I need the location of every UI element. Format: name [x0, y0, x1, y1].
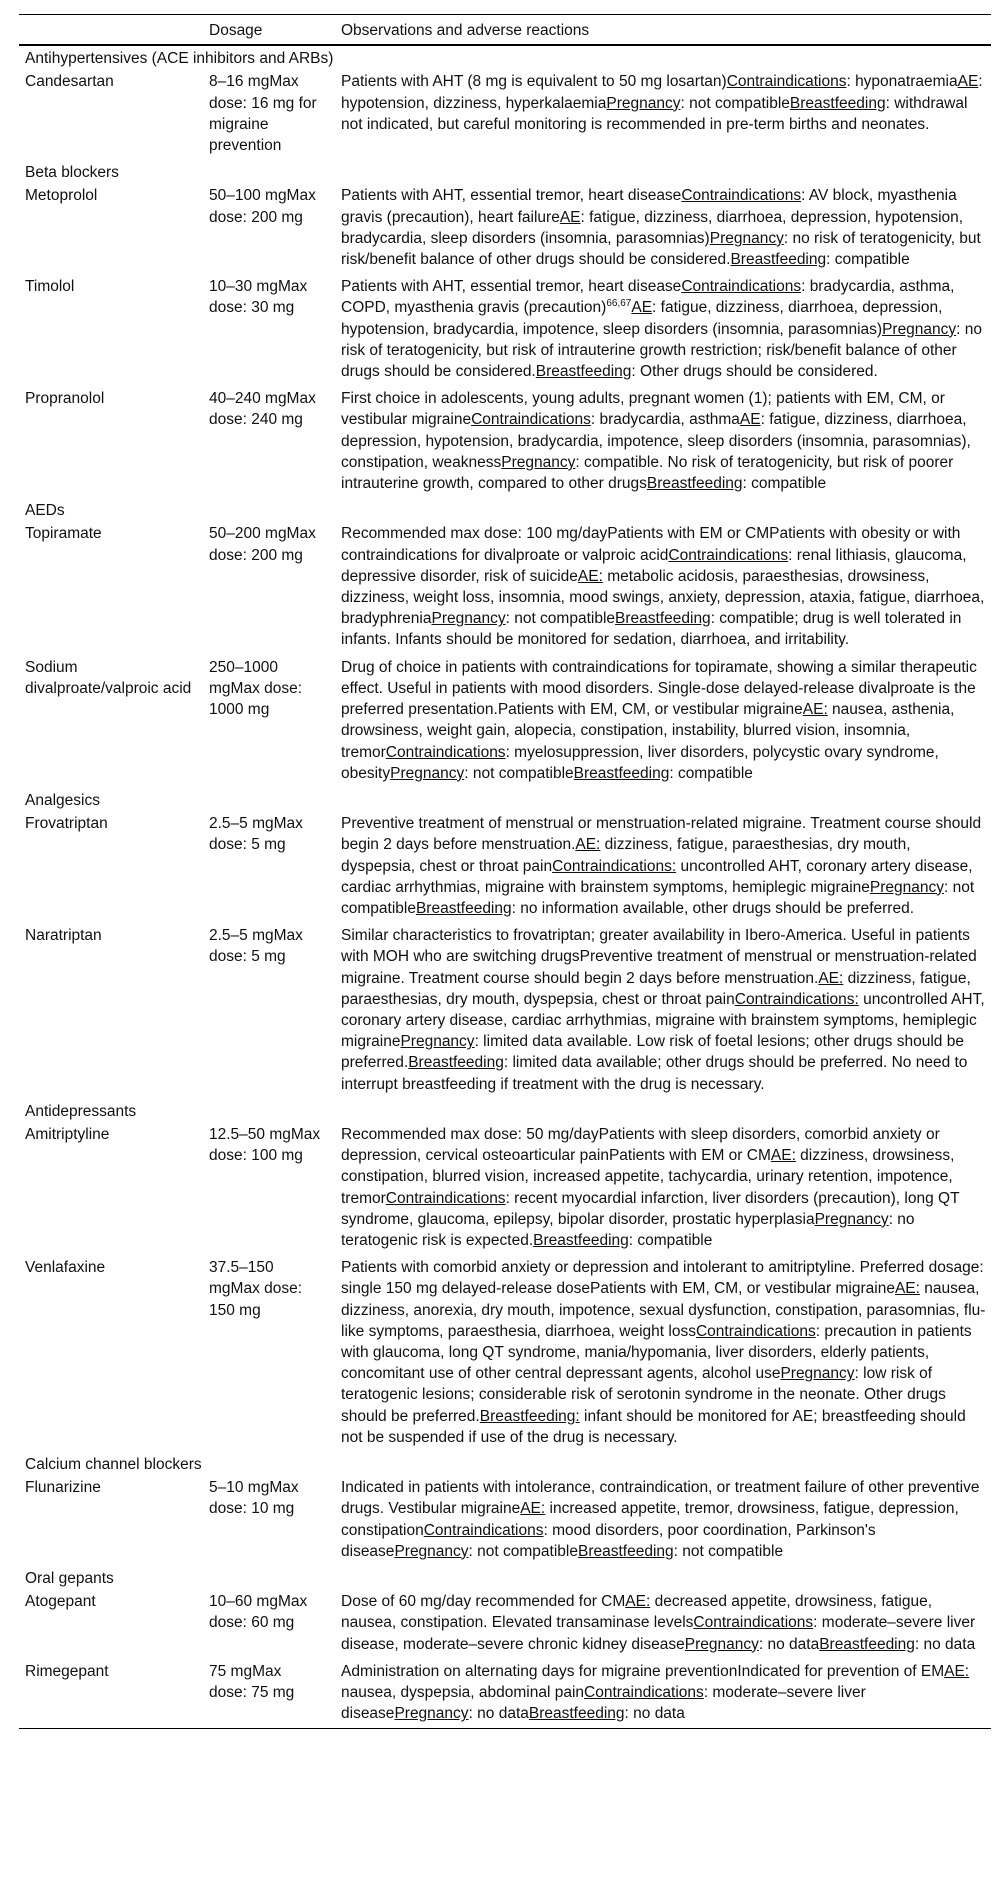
observation-label: Pregnancy: [882, 320, 957, 338]
observation-text: : moderate–severe liver disease, moderate–severe chronic kidney disease: [341, 1614, 976, 1653]
drug-row: [19, 811, 991, 923]
drug-observations: [335, 274, 991, 386]
drug-name: Flunarizine: [25, 1479, 101, 1497]
observation-label: Pregnancy: [394, 1542, 469, 1560]
drug-group: [19, 1452, 991, 1566]
header-drug: [19, 15, 203, 46]
drug-name: Atogepant: [25, 1593, 96, 1611]
observation-text: : no data: [624, 1705, 685, 1723]
observation-label: Pregnancy: [501, 453, 576, 471]
drug-observations: [335, 183, 991, 274]
observation-text: : compatible: [826, 251, 910, 269]
observation-label: Contraindications:: [552, 857, 677, 875]
observation-label: Contraindications: [423, 1521, 544, 1539]
observation-text: : hyponatraemia: [846, 73, 958, 91]
observation-text: : no information available, other drugs should be preferred.: [511, 899, 915, 917]
observation-text: Similar characteristics to frovatriptan; greater availability in Ibero-America. Useful in patients with MOH who are switching drugsPreventive treatment of menstrual or menstruation-related migraine. Treatment course should begin 2 days before menstruation.: [341, 927, 977, 987]
observation-label: Breastfeeding: [415, 899, 512, 917]
drug-group: [19, 1099, 991, 1452]
observation-label: Breastfeeding: [408, 1054, 504, 1072]
drug-name: Candesartan: [25, 73, 114, 91]
observation-label: Breastfeeding: [789, 94, 886, 112]
observation-label: Pregnancy: [684, 1635, 759, 1653]
drug-name: Amitriptyline: [25, 1125, 110, 1143]
observation-text: Administration on alternating days for migraine preventionIndicated for prevention of EM: [341, 1662, 945, 1680]
observation-text: First choice in adolescents, young adults, pregnant women (1); patients with EM, CM, or vestibular migraine: [341, 390, 945, 429]
observation-label: AE:: [577, 567, 603, 585]
observation-label: Breastfeeding: [646, 475, 743, 493]
observation-text: nausea, dizziness, anorexia, dry mouth, impotence, sexual dysfunction, constipation, parasomnias, flu-like symptoms, paraesthesia, diarrhoea, weight loss: [341, 1280, 986, 1340]
observation-text: increased appetite, tremor, drowsiness, fatigue, depression, constipation: [341, 1500, 959, 1539]
header-row: [19, 15, 991, 46]
observation-text: : bradycardia, asthma, COPD, myasthenia gravis (precaution): [341, 278, 955, 317]
observation-label: Pregnancy: [431, 610, 506, 628]
drug-dosage: 40–240 mgMax dose: 240 mg: [209, 390, 316, 429]
drug-dosage: 5–10 mgMax dose: 10 mg: [209, 1479, 299, 1518]
observation-text: : limited data available. Low risk of foetal lesions; other drugs should be preferred.: [341, 1033, 964, 1072]
drug-observations: [335, 1255, 991, 1452]
drug-row: [19, 1255, 991, 1452]
observation-text: Preventive treatment of menstrual or menstruation-related migraine. Treatment course should begin 2 days before menstruation.: [341, 815, 982, 854]
drug-row: [19, 1122, 991, 1255]
observation-text: Drug of choice in patients with contraindications for topiramate, showing a similar therapeutic effect. Useful in patients with mood disorders. Single-dose delayed-release divalproate is the preferred presentation.Patients with EM, CM, or vestibular migraine: [341, 658, 977, 719]
observation-label: Contraindications: [695, 1322, 816, 1340]
drug-name: Propranolol: [25, 390, 105, 408]
drug-row: [19, 1659, 991, 1729]
observation-label: Breastfeeding: [819, 1635, 915, 1653]
observation-label: Contraindications: [693, 1614, 814, 1632]
observation-label: Contraindications: [681, 278, 802, 296]
observation-text: : not compatible: [680, 94, 790, 112]
drug-dosage: 50–200 mgMax dose: 200 mg: [209, 525, 316, 564]
observation-label: Contraindications:: [734, 990, 859, 1008]
observation-text: : hypotension, dizziness, hyperkalaemia: [341, 73, 983, 112]
observation-text: : compatible: [628, 1231, 713, 1249]
observation-label: Contraindications: [385, 743, 506, 761]
observation-label: Pregnancy: [869, 878, 945, 896]
observation-label: AE:: [802, 701, 828, 719]
observation-label: AE:: [520, 1500, 546, 1518]
observation-label: Breastfeeding: [573, 764, 670, 782]
drug-observations: [335, 1122, 991, 1255]
group-title: Antidepressants: [25, 1102, 137, 1120]
observation-label: Breastfeeding: [577, 1542, 674, 1560]
observation-label: AE:: [575, 836, 601, 854]
drug-group: [19, 788, 991, 1099]
observation-text: : myelosuppression, liver disorders, polycystic ovary syndrome, obesity: [341, 743, 939, 782]
observation-label: AE:: [894, 1280, 920, 1298]
group-title: Oral gepants: [25, 1570, 114, 1588]
observation-text: : fatigue, dizziness, diarrhoea, depression, hypotension, bradycardia, impotence, sleep disorders (insomnia, parasomnias), constipation, weakness: [341, 411, 971, 471]
observation-text: : AV block, myasthenia gravis (precaution), heart failure: [341, 187, 957, 226]
drug-row: [19, 521, 991, 654]
observation-label: Contraindications: [668, 546, 789, 564]
observation-text: dizziness, fatigue, paraesthesias, dry mouth, dyspepsia, chest or throat pain: [341, 969, 971, 1008]
drug-observations: [335, 521, 991, 654]
observation-label: AE: [957, 73, 979, 91]
observation-text: : compatible; drug is well tolerated in infants. Infants should be monitored for sedation, diarrhoea, and irritability.: [341, 610, 962, 649]
drug-observations: [335, 1475, 991, 1566]
drug-dosage: 250–1000 mgMax dose: 1000 mg: [209, 658, 303, 719]
observation-text: : mood disorders, poor coordination, Parkinson's disease: [341, 1521, 876, 1560]
header-dosage: Dosage: [209, 22, 263, 39]
observation-label: Pregnancy: [814, 1210, 889, 1228]
drug-group: [19, 45, 991, 160]
drug-name: Rimegepant: [25, 1662, 109, 1680]
drug-name: Naratriptan: [25, 927, 102, 945]
observation-text: : not compatible: [341, 878, 975, 917]
drug-dosage: 75 mgMax dose: 75 mg: [209, 1662, 295, 1702]
drug-name: Frovatriptan: [25, 815, 108, 833]
observation-text: dizziness, fatigue, paraesthesias, dry mouth, dyspepsia, chest or throat pain: [341, 836, 911, 875]
drug-observations: [335, 923, 991, 1099]
observation-label: AE:: [944, 1662, 970, 1680]
observation-label: Breastfeeding: [730, 251, 827, 269]
drug-observations: [335, 1589, 991, 1659]
observation-text: : not compatible: [464, 764, 574, 782]
observation-text: : compatible: [669, 764, 753, 782]
observation-text: : fatigue, dizziness, diarrhoea, depression, hypotension, bradycardia, sleep disorders (insomnia, parasomnias): [341, 208, 964, 247]
observation-label: AE: [559, 208, 581, 226]
observation-text: uncontrolled AHT, coronary artery disease, cardiac arrhythmias, migraine with brainstem symptoms, hemiplegic migraine: [341, 857, 973, 896]
observation-label: Breastfeeding: [535, 363, 632, 381]
observation-label: AE: [631, 299, 653, 317]
observation-text: nausea, asthenia, drowsiness, weight gain, alopecia, constipation, instability, blurred vision, insomnia, tremor: [341, 701, 955, 761]
drug-dosage: 37.5–150 mgMax dose: 150 mg: [209, 1259, 303, 1319]
observation-text: Recommended max dose: 100 mg/dayPatients with EM or CMPatients with obesity or with contraindications for divalproate or valproic acid: [341, 525, 961, 564]
drug-dosage: 10–60 mgMax dose: 60 mg: [209, 1593, 308, 1632]
observation-text: : fatigue, dizziness, diarrhoea, depression, hypotension, bradycardia, impotence, sleep disorders (insomnia, parasomnias): [341, 299, 943, 338]
observation-label: Pregnancy: [606, 94, 681, 112]
group-title: Beta blockers: [25, 164, 119, 182]
observation-text: : Other drugs should be considered.: [631, 363, 878, 381]
observation-text: decreased appetite, drowsiness, fatigue, nausea, constipation. Elevated transaminase levels: [341, 1593, 933, 1632]
observation-label: Breastfeeding: [528, 1705, 625, 1723]
drug-row: [19, 1589, 991, 1659]
observation-text: Patients with AHT, essential tremor, heart disease: [341, 278, 682, 296]
drug-name: Venlafaxine: [25, 1259, 106, 1277]
observation-label: Breastfeeding: [533, 1231, 629, 1249]
observation-text: : no data: [758, 1635, 820, 1653]
drug-row: [19, 274, 991, 386]
group-title: AEDs: [25, 502, 65, 520]
observation-text: infant should be monitored for AE; breastfeeding should not be suspended if use of the drug is necessary.: [341, 1407, 966, 1446]
drug-dosage: 2.5–5 mgMax dose: 5 mg: [209, 927, 303, 966]
drug-group: [19, 160, 991, 498]
group-header-row: [19, 1099, 991, 1122]
observation-text: : no risk of teratogenicity, but risk of intrauterine growth restriction; risk/benefit balance of other drugs should be considered.: [341, 320, 983, 381]
observation-text: : compatible. No risk of teratogenicity, but risk of poorer intrauterine growth, compared to other drugs: [341, 453, 954, 493]
observation-text: : moderate–severe liver disease: [341, 1684, 866, 1723]
drug-observations: [335, 1659, 991, 1729]
observation-label: Breastfeeding: [615, 610, 711, 628]
observation-label: Contraindications: [584, 1684, 704, 1702]
drug-table: [19, 14, 991, 1729]
group-header-row: [19, 160, 991, 183]
observation-label: Contraindications: [681, 187, 802, 205]
observation-text: Patients with AHT, essential tremor, heart disease: [341, 187, 682, 205]
observation-text: : no data: [468, 1705, 529, 1723]
observation-text: Patients with AHT (8 mg is equivalent to 50 mg losartan): [341, 73, 727, 91]
drug-row: [19, 923, 991, 1099]
group-header-row: [19, 45, 991, 69]
observation-label: Pregnancy: [394, 1705, 469, 1723]
observation-text: metabolic acidosis, paraesthesias, drowsiness, dizziness, weight loss, insomnia, mood swings, anxiety, depression, ataxia, fatigue, diarrhoea, bradyphrenia: [341, 567, 985, 628]
table-header: [19, 15, 991, 46]
group-header-row: [19, 788, 991, 811]
observation-text: : not compatible: [468, 1542, 578, 1560]
drug-name: Metoprolol: [25, 187, 98, 205]
observation-text: : compatible: [742, 475, 827, 493]
observation-text: Patients with comorbid anxiety or depression and intolerant to amitriptyline. Preferred dosage: single 150 mg delayed-release dosePatients with EM, CM, or vestibular migraine: [341, 1259, 984, 1298]
drug-dosage: 50–100 mgMax dose: 200 mg: [209, 187, 316, 226]
observation-text: : renal lithiasis, glaucoma, depressive disorder, risk of suicide: [341, 546, 967, 585]
observation-label: Pregnancy: [390, 764, 465, 782]
observation-text: : precaution in patients with glaucoma, long QT syndrome, mania/hypomania, liver disorders, elderly patients, concomitant use of other central depressant agents, alcohol use: [341, 1322, 972, 1383]
observation-label: Pregnancy: [709, 229, 784, 247]
drug-observations: [335, 386, 991, 498]
drug-dosage: 10–30 mgMax dose: 30 mg: [209, 278, 308, 317]
group-title: Antihypertensives (ACE inhibitors and ARBs): [25, 50, 334, 68]
observation-text: dizziness, drowsiness, constipation, blurred vision, increased appetite, tachycardia, urinary retention, impotence, tremor: [341, 1147, 955, 1207]
observation-label: AE:: [818, 969, 844, 987]
drug-dosage: 12.5–50 mgMax dose: 100 mg: [209, 1125, 321, 1165]
observation-text: : not compatible: [673, 1542, 784, 1560]
group-title: Calcium channel blockers: [25, 1456, 202, 1473]
observation-text: Indicated in patients with intolerance, contraindication, or treatment failure of other preventive drugs. Vestibular migraine: [341, 1479, 980, 1518]
observation-label: Contraindications: [726, 73, 847, 91]
drug-dosage: 8–16 mgMax dose: 16 mg for migraine prevention: [209, 73, 317, 155]
drug-name: Sodium divalproate/valproic acid: [25, 658, 192, 697]
observation-label: Contraindications: [471, 411, 591, 429]
observation-label: Pregnancy: [400, 1033, 475, 1051]
observation-label: AE: [739, 411, 761, 429]
drug-row: [19, 183, 991, 274]
observation-label: AE:: [625, 1593, 651, 1611]
observation-text: : no risk of teratogenicity, but risk/benefit balance of other drugs should be considered.: [341, 229, 981, 269]
drug-observations: [335, 811, 991, 923]
observation-text: Recommended max dose: 50 mg/dayPatients with sleep disorders, comorbid anxiety or depression, cervical osteoarticular painPatients with EM or CM: [341, 1125, 940, 1165]
observation-label: Contraindications: [385, 1189, 506, 1207]
drug-name: Timolol: [25, 278, 75, 296]
drug-name: Topiramate: [25, 525, 102, 543]
group-header-row: [19, 1452, 991, 1475]
observation-text: : withdrawal not indicated, but careful monitoring is recommended in pre-term births and neonates.: [341, 94, 968, 133]
group-title: Analgesics: [25, 791, 100, 809]
observation-text: : no teratogenic risk is expected.: [341, 1210, 915, 1249]
observation-text: : recent myocardial infarction, liver disorders (precaution), long QT syndrome, glaucoma, epilepsy, bipolar disorder, prostatic hyperplasia: [341, 1189, 960, 1228]
observation-text: uncontrolled AHT, coronary artery disease, cardiac arrhythmias, migraine with brainstem symptoms, hemiplegic migraine: [341, 990, 985, 1051]
drug-observations: [335, 69, 991, 160]
drug-row: [19, 655, 991, 788]
drug-group: [19, 1566, 991, 1729]
observation-label: Pregnancy: [780, 1365, 855, 1383]
drug-observations: [335, 655, 991, 788]
group-header-row: [19, 1566, 991, 1589]
observation-text: : bradycardia, asthma: [590, 411, 740, 429]
drug-row: [19, 386, 991, 498]
observation-text: nausea, dyspepsia, abdominal pain: [341, 1684, 585, 1702]
reference-superscript: 66,67: [606, 298, 632, 310]
drug-row: [19, 1475, 991, 1566]
observation-label: AE:: [770, 1147, 796, 1165]
header-observations: Observations and adverse reactions: [341, 22, 590, 39]
observation-label: Breastfeeding:: [479, 1407, 580, 1425]
observation-text: Dose of 60 mg/day recommended for CM: [341, 1593, 626, 1611]
observation-text: : no data: [914, 1635, 976, 1653]
observation-text: : not compatible: [505, 610, 616, 628]
observation-text: : low risk of teratogenic lesions; considerable risk of serotonin syndrome in the neonate. Other drugs should be preferred.: [341, 1365, 946, 1425]
group-header-row: [19, 498, 991, 521]
drug-row: [19, 69, 991, 160]
drug-dosage: 2.5–5 mgMax dose: 5 mg: [209, 815, 303, 854]
observation-text: : limited data available; other drugs should be preferred. No need to interrupt breastfeeding if treatment with the drug is necessary.: [341, 1054, 968, 1093]
drug-group: [19, 498, 991, 788]
